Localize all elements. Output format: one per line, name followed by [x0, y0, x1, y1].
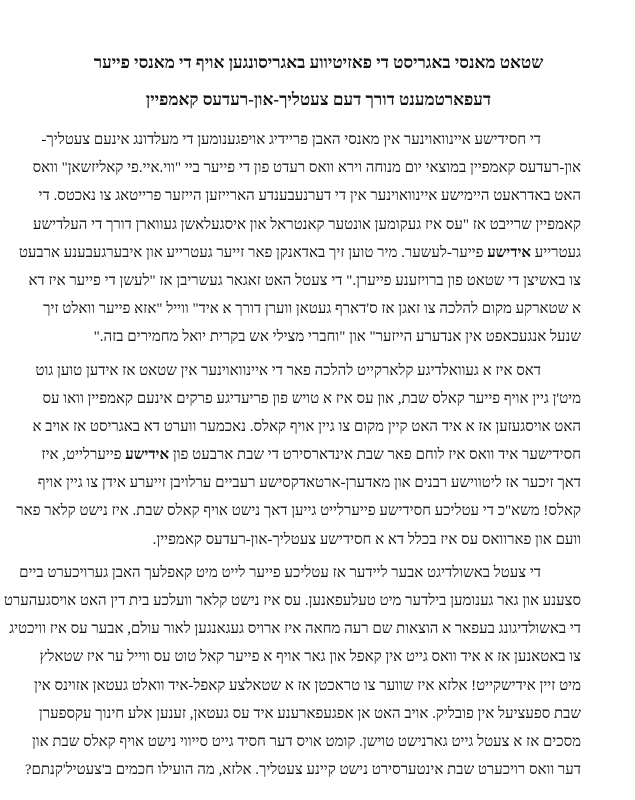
text-segment: די צעטל באשולדיגט אבער ליידער אז עטליכע פייער לייט מיט קאפלעך האבן גערויכערט ביים: [19, 564, 541, 581]
title-line-2: דעפארטמענט דורך דעם צעטליך-און-רעדעס קאמפיין: [145, 90, 492, 109]
text-segment: האט באדראעט היימישע איינוואוינער אין די דערנעבענדע הארייזען הייזער פרייטאג צו נאכטס. די: [38, 188, 581, 205]
text-segment: שבת ספעציעל אין פובליק. אויב האט אן אפגעפארענע איד עס געטאן, זענען אלע חינוך עקספערן: [38, 705, 581, 722]
text-line: [28, 267, 581, 295]
text-segment: שנעל אנגעכאפט אין אנדערע הייזער" און "וחברי מצילי אש בקרית יואל מחמירים בזה.": [93, 329, 581, 346]
text-line: [31, 728, 581, 756]
text-line: [56, 526, 581, 554]
paragraph-2: [16, 357, 581, 554]
text-segment: די חסידישע איינוואוינער אין מאנסי האבן פריידיג אויפגענומען די מעלדונג אינעם צעטליך-: [41, 132, 541, 148]
text-line: [34, 672, 581, 700]
text-segment: וועם און פארוואס עס איז בכלל דא א חסידישע צעטליך-און-רעדעס קאמפיין.: [152, 531, 581, 548]
text-line: [56, 323, 581, 351]
text-segment: חסידישער איד וואס איז לוחם פאר שבת אינדארסירט די שבת ארבעט פון: [169, 447, 581, 464]
text-segment: דער וואס רויכערט שבת אינטערסירט נישט קיינע צעטליך. אלזא, מה הועילו חכמים ב'צעטיל'קנתם?: [24, 762, 581, 779]
text-line: [38, 700, 581, 728]
text-line: [18, 239, 581, 267]
text-segment: א שטארקע מקום להלכה צו זאגן אז ס'דארף געטאן ווערן דורך א איד" ווייל "אזא פייער וואלט זיך: [43, 301, 581, 318]
text-line: [32, 413, 581, 441]
text-line: [41, 126, 581, 154]
title-line-1: שטאט מאנסי באגריסט די פאזיטיווע באגריסונגען אויף די מאנסי פייער: [93, 53, 544, 72]
text-line: [24, 756, 581, 784]
text-line: [35, 357, 581, 385]
text-segment: פייערלייט, איז: [41, 447, 126, 464]
text-line: [9, 615, 581, 643]
text-segment: און-רעדעס קאמפיין במוצאי יום מנוחה וירא וואס רעדט פון די פייער ביי "ווי.איי.פי קאליזשאן" וואס: [32, 160, 581, 177]
text-segment: די באשולדיגונג בעפאר א הוצאות שם רעה מחאה איז ארויס געגאנגען לאור עולם, אבער עס איז וויכטיג: [9, 621, 581, 638]
text-line: [19, 559, 581, 587]
text-segment: קאמפיין שרייבט אז "עס איז געקומען אונטער קאנטראל און איסגעלאשן געווארן דורך די העלדישע: [33, 216, 581, 233]
text-segment: סצענע און גאר גענומען בילדער מיט טעלעפאנען. עס איז נישט קלאר וועלכע בית דין האט אויסגעהערט: [3, 593, 581, 609]
text-line: [38, 182, 581, 210]
text-segment: מיט זיין אידישקייט! אלזא איז שווער צו טראכטן אז א שטאלצע קאפל-איד וואלט געטאן אזוינס אין: [34, 677, 581, 694]
text-line: [42, 385, 581, 413]
bold-text: אידישע: [487, 244, 532, 261]
paragraph-3: [3, 559, 581, 785]
text-line: [3, 587, 581, 615]
text-segment: מסכים אז א צעטל גייט גארנישט טוישן. קומט אויס דער חסיד גייט סייווי נישט אויף קאלס שבת און: [31, 733, 581, 750]
text-line: [37, 469, 581, 497]
text-segment: צו באשיצן די שטאט פון ברויזענע פייערן." די צעטל האט זאגאר געשריבן אז "לעשן די פייער איז דא: [28, 272, 581, 289]
text-segment: דאס איז א געוואלדיגע קלארקייט להלכה פאר די איינוואוינער אין שטאט אז אידען טוען גוט: [35, 362, 541, 379]
text-segment: דאך זיכער אז ליטווישע רבנים און מאדערן-ארטאדקסישע רעביים ערלויבן זייערע אידן צו גיין אויף: [37, 475, 581, 492]
text-line: [33, 211, 581, 239]
text-line: [32, 154, 581, 182]
text-line: [43, 295, 581, 323]
text-line: [41, 441, 581, 469]
text-segment: צו באטאנען אז א איד וואס גייט אין קאפל און גאר אויף א פייער קאל טוט עס ווייל ער איז שטאלץ: [39, 649, 581, 666]
text-line: [39, 643, 581, 671]
text-segment: האט אויסגעזען אז א איד האט קיין מקום צו גיין אויף קאלס. נאכמער ווערט דא באגריסט אז אויב א: [32, 418, 581, 435]
text-line: [16, 497, 581, 525]
paragraph-1: [18, 126, 581, 352]
document-page: [3, 0, 581, 784]
text-segment: קאלס! משא"כ די עטליכע חסידישע פייערלייט גייען דאך נישט אויף קאלס שבת. איז נישט קלאר פאר: [16, 503, 581, 520]
text-segment: געטרייע: [531, 244, 581, 261]
text-segment: מיט'ן גיין אויף פייער קאלס שבת, און עס איז א טויש פון פריעדיגע פרקים אינעם קאמפיין וואו עס: [42, 390, 581, 407]
bold-text: אידישע: [125, 447, 170, 464]
text-segment: פייער-לעשער. מיר טוען זיך באדאנקן פאר זייער געטרייע און איבערגעבענע ארבעט: [18, 244, 488, 261]
